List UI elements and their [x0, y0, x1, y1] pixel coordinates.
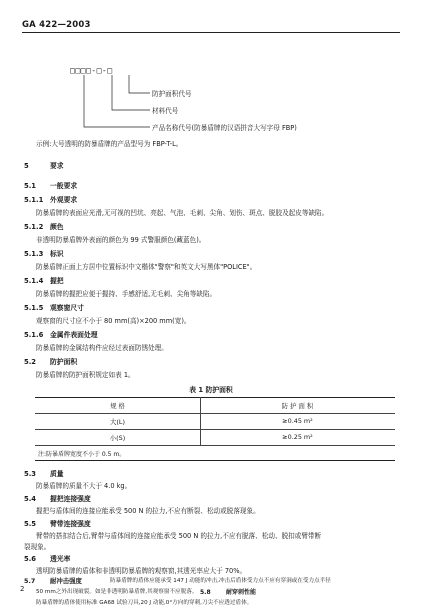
section-5-1-2-heading: 5.1.2 颜色 — [24, 223, 64, 231]
table-note: 注:防暴盾牌宽度不小于 0.5 m。 — [38, 451, 126, 458]
table-column-divider — [200, 397, 201, 445]
section-5-8-heading: 5.8 耐穿刺性能 — [200, 589, 257, 596]
section-5-8-text: 防暴盾牌的盾体使用标准 GA68 试验刀具,20 J 动能,0°方向的穿刺,刀尖不应透过盾体。 — [36, 600, 253, 606]
section-5-6-text: 透明防暴盾牌的盾体和非透明防暴盾牌的观察窗,其透光率应大于 70%。 — [36, 567, 247, 575]
section-5-4-heading: 5.4 握把连接强度 — [24, 495, 91, 503]
section-5-5-text-line-1: 臂带的搭扣结合后,臂带与盾体间的连接应能承受 500 N 的拉力,不应有脱落、松动、脱扣或臂带断 — [36, 532, 322, 540]
section-5-1-4-text: 防暴盾牌的握把应便于握持、手感舒适,无毛刺、尖角等缺陷。 — [36, 290, 217, 298]
section-5-1-5-text: 观察窗的尺寸应不小于 80 mm(高)×200 mm(宽)。 — [36, 317, 191, 325]
section-5-4-text: 握把与盾体间的连接应能承受 500 N 的拉力,不应有断裂、松动或脱落现象。 — [36, 507, 260, 515]
table-row-rule — [35, 429, 395, 430]
table-header-area: 防 护 面 积 — [281, 402, 314, 410]
table-row-small-area: ≥0.25 m² — [282, 433, 313, 441]
section-5-1-3-heading: 5.1.3 标识 — [24, 250, 64, 258]
section-5-1-2-text: 非透明防暴盾牌外表面的颜色为 99 式警服颜色(藏蓝色)。 — [36, 236, 206, 244]
section-5-7-heading: 5.7 耐冲击强度 — [24, 577, 82, 585]
section-5-2-text: 防暴盾牌的防护面积规定如表 1。 — [36, 371, 135, 379]
product-code-template: □□□□-□-□ — [70, 66, 113, 75]
section-5-1-1-text: 防暴盾牌的表面应光滑,无可视的凹坑、亮起、气泡、毛刺、尖角、划伤、斑点、脱胶及起皮等缺陷。 — [36, 209, 329, 217]
section-5-5-text-line-2: 裂现象。 — [24, 543, 51, 551]
table-bottom-rule — [35, 460, 395, 461]
table-1-title: 表 1 防护面积 — [189, 386, 233, 394]
page-number: 2 — [20, 585, 25, 593]
table-note-rule — [35, 445, 395, 446]
section-5-1-heading: 5.1 一般要求 — [24, 182, 78, 190]
table-header-rule — [35, 413, 395, 414]
table-row-large-spec: 大(L) — [110, 418, 125, 426]
table-row-large-area: ≥0.45 m² — [282, 417, 313, 425]
section-5-3-text: 防暴盾牌的质量不大于 4.0 kg。 — [36, 482, 132, 490]
section-5-1-5-heading: 5.1.5 观察窗尺寸 — [24, 304, 84, 312]
section-5-1-3-text: 防暴盾牌正面上方居中位置标识中文楷体"警察"和英文大写黑体"POLICE"。 — [36, 263, 257, 271]
header-rule — [22, 32, 400, 33]
table-header-spec: 规 格 — [110, 402, 125, 410]
section-5-2-heading: 5.2 防护面积 — [24, 358, 78, 366]
section-5-7-text-line-1: 防暴盾牌的盾体应能承受 147 J 动能的冲击,冲击后盾体受力点不应有穿洞或在受力点半径 — [110, 578, 331, 584]
annotation-material-code: 材料代号 — [152, 107, 179, 115]
section-5-heading: 5 要求 — [24, 162, 64, 170]
doc-code-header: GA 422—2003 — [22, 20, 91, 30]
section-5-5-heading: 5.5 臂带连接强度 — [24, 520, 91, 528]
section-5-1-6-text: 防暴盾牌的金属结构件应经过表面防锈处理。 — [36, 344, 168, 352]
section-5-1-6-heading: 5.1.6 金属件表面处理 — [24, 331, 98, 339]
section-5-1-1-heading: 5.1.1 外观要求 — [24, 196, 78, 204]
section-5-1-4-heading: 5.1.4 握把 — [24, 277, 64, 285]
annotation-product-code: 产品名称代号(防暴盾牌的汉语拼音大写字母 FBP) — [152, 124, 297, 132]
annotation-area-code: 防护面积代号 — [152, 90, 192, 98]
section-5-7-text-line-2: 50 mm之外出现破裂。如是非透明防暴盾牌,其观察窗不应脱落。 — [36, 589, 198, 595]
section-5-6-heading: 5.6 透光率 — [24, 555, 71, 563]
table-row-small-spec: 小(S) — [109, 434, 126, 442]
example-text: 示例:大号透明的防暴盾牌的产品型号为 FBP-T-L。 — [36, 140, 183, 148]
table-top-rule — [35, 397, 395, 398]
section-5-3-heading: 5.3 质量 — [24, 470, 64, 478]
